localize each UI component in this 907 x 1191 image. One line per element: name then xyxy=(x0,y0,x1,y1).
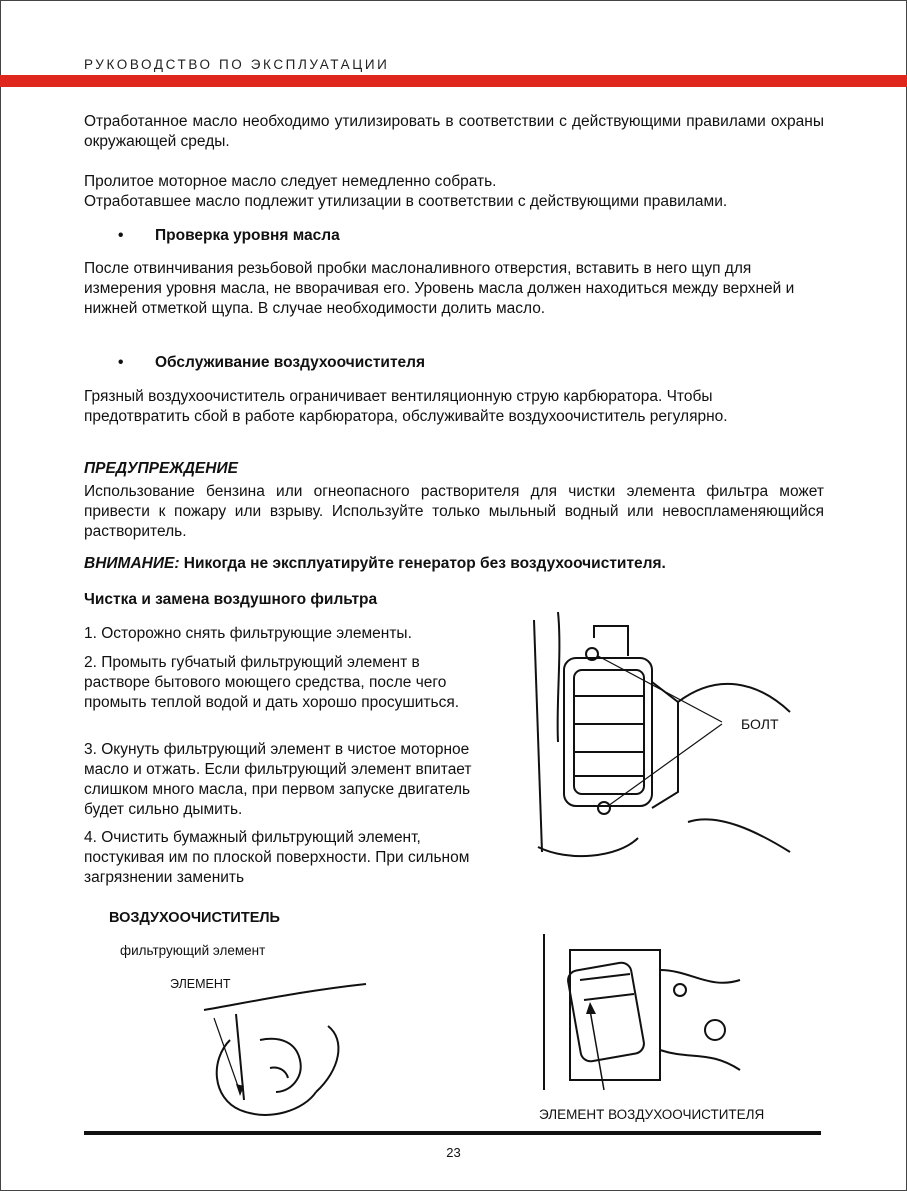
air-cleaner-bolt-figure xyxy=(528,612,793,870)
warning-heading: ПРЕДУПРЕЖДЕНИЕ xyxy=(84,460,238,477)
attention-note xyxy=(84,555,666,573)
attention-label: ВНИМАНИЕ: xyxy=(84,555,180,572)
header-red-bar xyxy=(0,75,907,87)
air-cleaner-figure-title: ВОЗДУХООЧИСТИТЕЛЬ xyxy=(109,910,280,926)
cleaning-step-1: 1. Осторожно снять фильтрующие элементы. xyxy=(84,625,412,642)
cleaning-step-3: 3. Окунуть фильтрующий элемент в чистое моторное масло и отжать. Если фильтрующий элемент впитает слишком много масла, при первом запуске двигатель будет сильно дымить. xyxy=(84,741,472,818)
air-cleaner-heading: Обслуживание воздухоочистителя xyxy=(155,354,426,371)
air-cleaner-element-caption: ЭЛЕМЕНТ ВОЗДУХООЧИСТИТЕЛЯ xyxy=(539,1107,765,1122)
element-label: ЭЛЕМЕНТ xyxy=(170,977,231,991)
air-cleaner-bullet: • xyxy=(118,354,124,371)
hand-squeezing-figure xyxy=(200,980,368,1128)
bolt-label: БОЛТ xyxy=(741,716,779,732)
air-cleaner-text: Грязный воздухоочиститель ограничивает вентиляционную струю карбюратора. Чтобы предотвратить сбой в работе карбюратора, обслуживайте воздухоочиститель регулярно. xyxy=(84,388,728,425)
warning-text: Использование бензина или огнеопасного растворителя для чистки элемента фильтра может привести к пожару или взрыву. Используйте только мыльный водный или невоспламеняющийся растворитель. xyxy=(84,483,824,540)
footer-rule xyxy=(84,1131,821,1135)
spill-paragraph-line2: Отработавшее масло подлежит утилизации в соответствии с действующими правилами. xyxy=(84,193,728,210)
air-cleaner-element-figure xyxy=(540,930,744,1094)
cleaning-section-heading: Чистка и замена воздушного фильтра xyxy=(84,591,378,608)
page-number: 23 xyxy=(446,1145,461,1160)
manual-header-title: РУКОВОДСТВО ПО ЭКСПЛУАТАЦИИ xyxy=(84,57,390,72)
oil-check-heading: Проверка уровня масла xyxy=(155,227,340,244)
cleaning-step-4: 4. Очистить бумажный фильтрующий элемент, постукивая им по плоской поверхности. При сильном загрязнении заменить xyxy=(84,829,470,886)
oil-check-text: После отвинчивания резьбовой пробки маслоналивного отверстия, вставить в него щуп для измерения уровня масла, не вворачивая его. Уровень масла должен находиться между верхней и нижней отметкой щупа. В случае необходимости долить масло. xyxy=(84,260,795,317)
attention-text: Никогда не эксплуатируйте генератор без воздухоочистителя. xyxy=(179,555,666,572)
disposal-paragraph: Отработанное масло необходимо утилизировать в соответствии с действующими правилами охраны окружающей среды. xyxy=(84,113,824,150)
spill-paragraph-line1: Пролитое моторное масло следует немедленно собрать. xyxy=(84,173,497,190)
cleaning-step-2: 2. Промыть губчатый фильтрующий элемент в растворе бытового моющего средства, после чего промыть теплой водой и дать хорошо просушиться. xyxy=(84,654,460,711)
oil-check-bullet: • xyxy=(118,227,124,244)
filter-element-caption: фильтрующий элемент xyxy=(120,943,266,958)
